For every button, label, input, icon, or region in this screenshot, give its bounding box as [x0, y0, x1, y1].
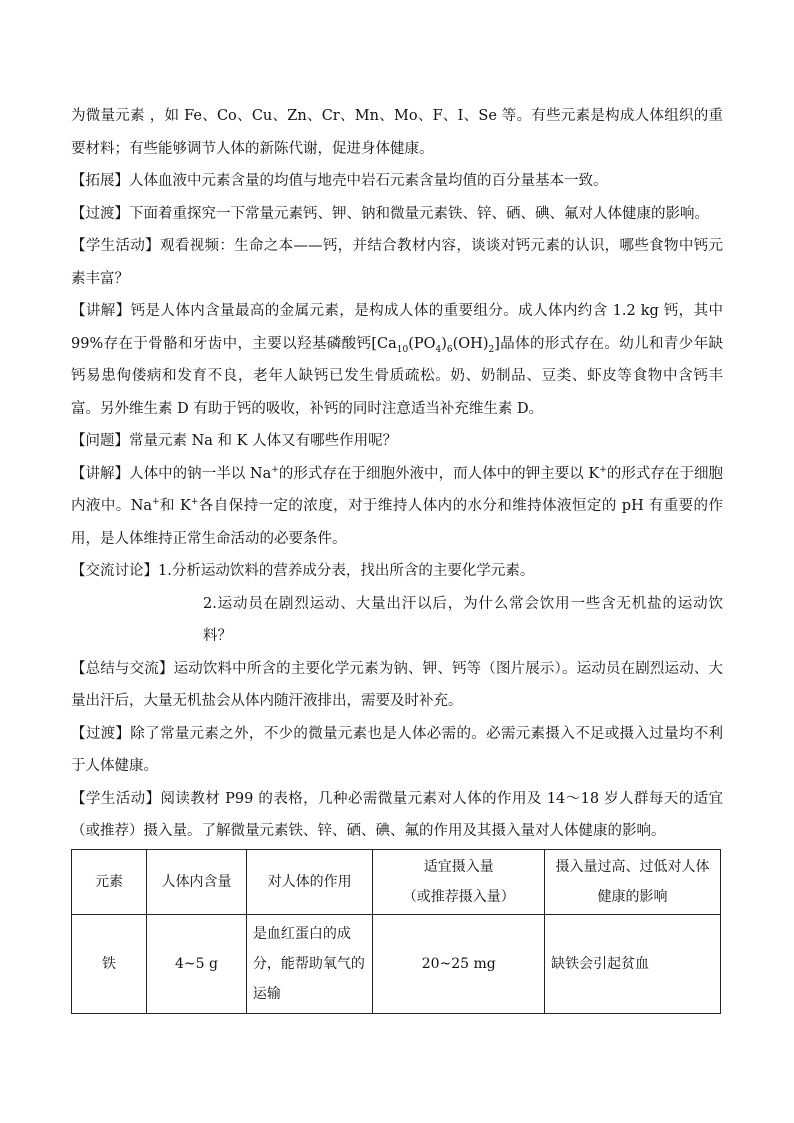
header-content: 人体内含量	[147, 849, 247, 914]
paragraph-student-activity-1: 【学生活动】观看视频：生命之本——钙，并结合教材内容，谈谈对钙元素的认识，哪些食物中钙元素丰富？	[71, 238, 723, 287]
paragraph-extension: 【拓展】人体血液中元素含量的均值与地壳中岩石元素含量均值的百分量基本一致。	[71, 173, 608, 189]
paragraph-calcium-lecture: 【讲解】钙是人体内含量最高的金属元素，是构成人体的重要组分。成人体内约含 1.2 kg 钙，其中 99%存在于骨骼和牙齿中，主要以羟基磷酸钙$[Ca_{10}(PO_4)_6(OH)_2]$晶体的形式存在。幼儿和青少年缺钙易患佝偻病和发育不良，老年人缺钙已发生骨质疏松。奶、奶制品、豆类、虾皮等食物中含钙丰富。另外维生素 D 有助于钙的吸收，补钙的同时注意适当补充维生素 D。	[71, 303, 724, 417]
header-intake: 适宜摄入量 （或推荐摄入量）	[373, 849, 545, 914]
paragraph-transition-2: 【过渡】除了常量元素之外，不少的微量元素也是人体必需的。必需元素摄入不足或摄入过量均不利于人体健康。	[71, 725, 723, 774]
paragraph-sodium-potassium: 【讲解】人体中的钠一半以 Na+的形式存在于细胞外液中，而人体中的钾主要以 K+的形式存在于细胞内液中。Na+和 K+各自保持一定的浓度，对于维持人体内的水分和维持体液恒定的 pH 有重要的作用，是人体维持正常生命活动的必要条件。	[71, 464, 723, 547]
cell-effect: 缺铁会引起贫血	[545, 914, 721, 1013]
trace-element-table	[71, 849, 721, 1014]
cell-role: 是血红蛋白的成分，能帮助氧气的运输	[246, 914, 373, 1013]
cell-content: 4~5 g	[147, 914, 247, 1013]
paragraph-discussion-2: 2.运动员在剧烈运动、大量出汗以后，为什么常会饮用一些含无机盐的运动饮料？	[203, 595, 723, 644]
paragraph-transition-1: 【过渡】下面着重探究一下常量元素钙、钾、钠和微量元素铁、锌、硒、碘、氟对人体健康的影响。	[71, 205, 709, 222]
header-element: 元素	[72, 849, 147, 914]
header-effect: 摄入量过高、过低对人体健康的影响	[545, 849, 721, 914]
paragraph-discussion-1: 【交流讨论】1.分析运动饮料的营养成分表，找出所含的主要化学元素。	[71, 563, 535, 579]
header-role: 对人体的作用	[246, 849, 373, 914]
cell-intake: 20~25 mg	[373, 914, 545, 1013]
paragraph-question: 【问题】常量元素 Na 和 K 人体又有哪些作用呢？	[71, 433, 398, 449]
table-header-row	[72, 849, 721, 914]
paragraph-student-activity-2: 【学生活动】阅读教材 P99 的表格，几种必需微量元素对人体的作用及 14～18 岁人群每天的适宜（或推荐）摄入量。了解微量元素铁、锌、硒、碘、氟的作用及其摄入量对人体健康的影响。	[71, 790, 723, 839]
document-body	[71, 100, 723, 1014]
paragraph-summary: 【总结与交流】运动饮料中所含的主要化学元素为钠、钾、钙等（图片展示）。运动员在剧烈运动、大量出汗后，大量无机盐会从体内随汗液排出，需要及时补充。	[71, 660, 723, 709]
cell-element: 铁	[72, 914, 147, 1013]
table-row	[72, 914, 721, 1013]
paragraph-trace-elements: 为微量元素 ，如 Fe、Co、Cu、Zn、Cr、Mn、Mo、F、I、Se 等。有些元素是构成人体组织的重要材料；有些能够调节人体的新陈代谢，促进身体健康。	[71, 108, 723, 157]
